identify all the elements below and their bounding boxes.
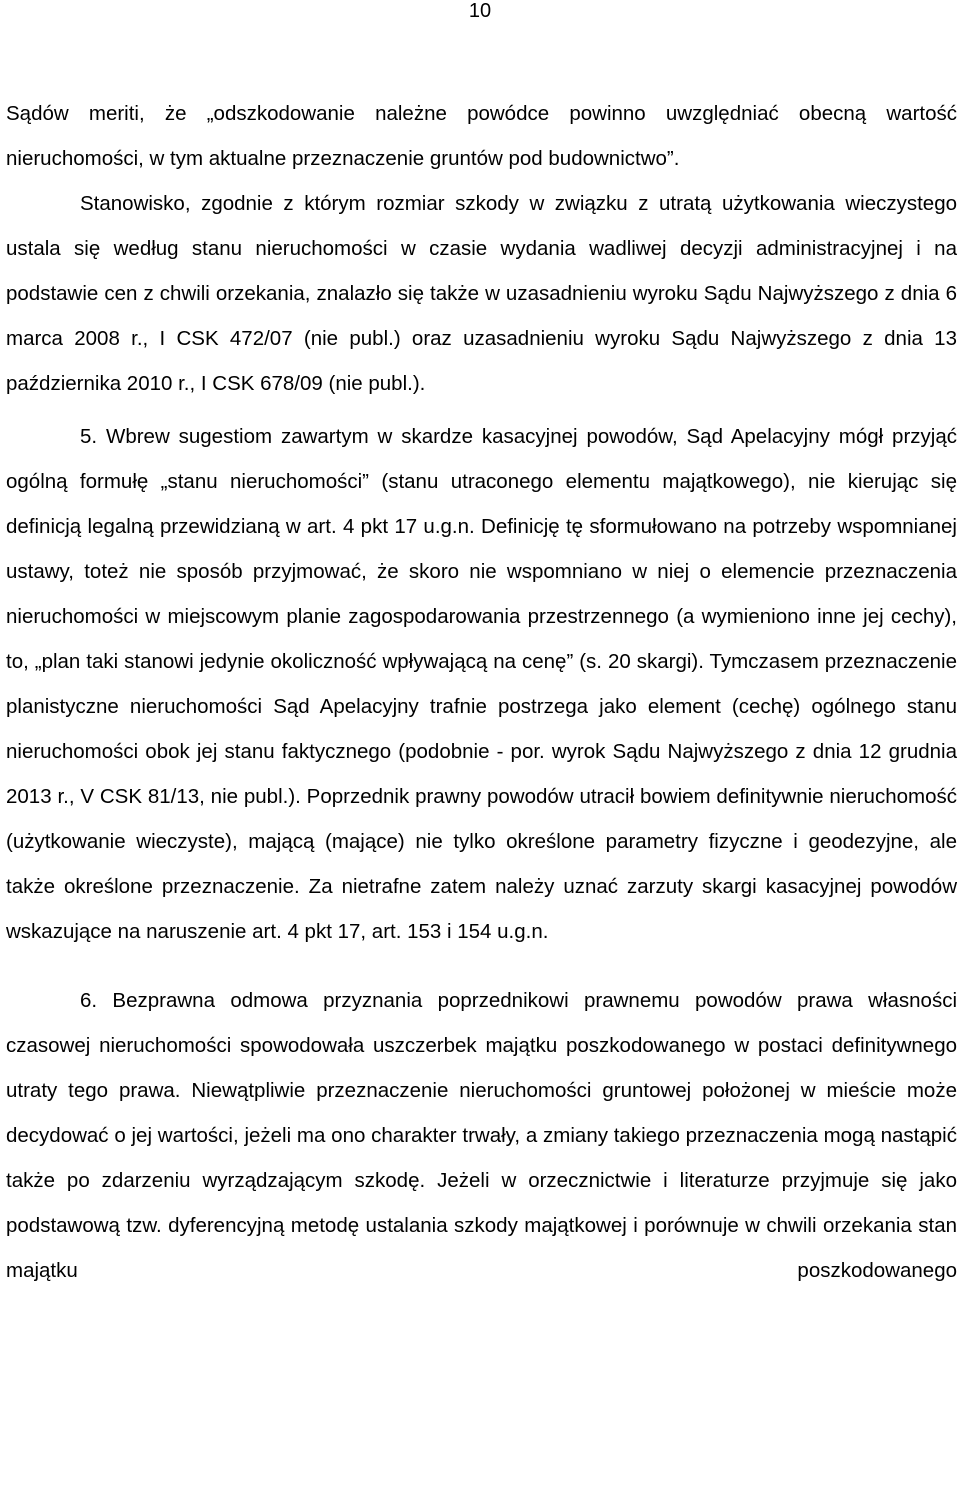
paragraph-point-5: 5. Wbrew sugestiom zawartym w skardze kasacyjnej powodów, Sąd Apelacyjny mógł przyjąć ogólną formułę „stanu nieruchomości” (stanu utraconego elementu majątkowego), nie kierując się definicją legalną przewidzianą w art. 4 pkt 17 u.g.n. Definicję tę sformułowano na potrzeby wspomnianej ustawy, toteż nie sposób przyjmować, że skoro nie wspomniano w niej o elemencie przeznaczenia nieruchomości w miejscowym planie zagospodarowania przestrzennego (a wymieniono inne jej cechy), to, „plan taki stanowi jedynie okoliczność wpływającą na cenę” (s. 20 skargi). Tymczasem przeznaczenie planistyczne nieruchomości Sąd Apelacyjny trafnie postrzega jako element (cechę) ogólnego stanu nieruchomości obok jej stanu faktycznego (podobnie - por. wyrok Sądu Najwyższego z dnia 12 grudnia 2013 r., V CSK 81/13, nie publ.). Poprzednik prawny powodów utracił bowiem definitywnie nieruchomość (użytkowanie wieczyste), mającą (mające) nie tylko określone parametry fizyczne i geodezyjne, ale także określone przeznaczenie. Za nietrafne zatem należy uznać zarzuty skargi kasacyjnej powodów wskazujące na naruszenie art. 4 pkt 17, art. 153 i 154 u.g.n. <box>6 425 957 943</box>
paragraph-point-6: 6. Bezprawna odmowa przyznania poprzednikowi prawnemu powodów prawa własności czasowej nieruchomości spowodowała uszczerbek majątku poszkodowanego w postaci definitywnego utraty tego prawa. Niewątpliwie przeznaczenie nieruchomości gruntowej położonej w mieście może decydować o jej wartości, jeżeli ma ono charakter trwały, a zmiany takiego przeznaczenia mogą nastąpić także po zdarzeniu wyrządzającym szkodę. Jeżeli w orzecznictwie i literaturze przyjmuje się jako podstawową tzw. dyferencyjną metodę ustalania szkody majątkowej i porównuje w chwili orzekania stan majątku poszkodowanego <box>6 989 957 1282</box>
document-body <box>6 91 957 1293</box>
paragraph-stanowisko: Stanowisko, zgodnie z którym rozmiar szkody w związku z utratą użytkowania wieczystego ustala się według stanu nieruchomości w czasie wydania wadliwej decyzji administracyjnej i na podstawie cen z chwili orzekania, znalazło się także w uzasadnieniu wyroku Sądu Najwyższego z dnia 6 marca 2008 r., I CSK 472/07 (nie publ.) oraz uzasadnieniu wyroku Sądu Najwyższego z dnia 13 października 2010 r., I CSK 678/09 (nie publ.). <box>6 192 957 395</box>
page-number: 10 <box>468 0 492 22</box>
paragraph-quote-end: Sądów meriti, że „odszkodowanie należne powódce powinno uwzględniać obecną wartość nieruchomości, w tym aktualne przeznaczenie gruntów pod budownictwo”. <box>6 102 957 170</box>
